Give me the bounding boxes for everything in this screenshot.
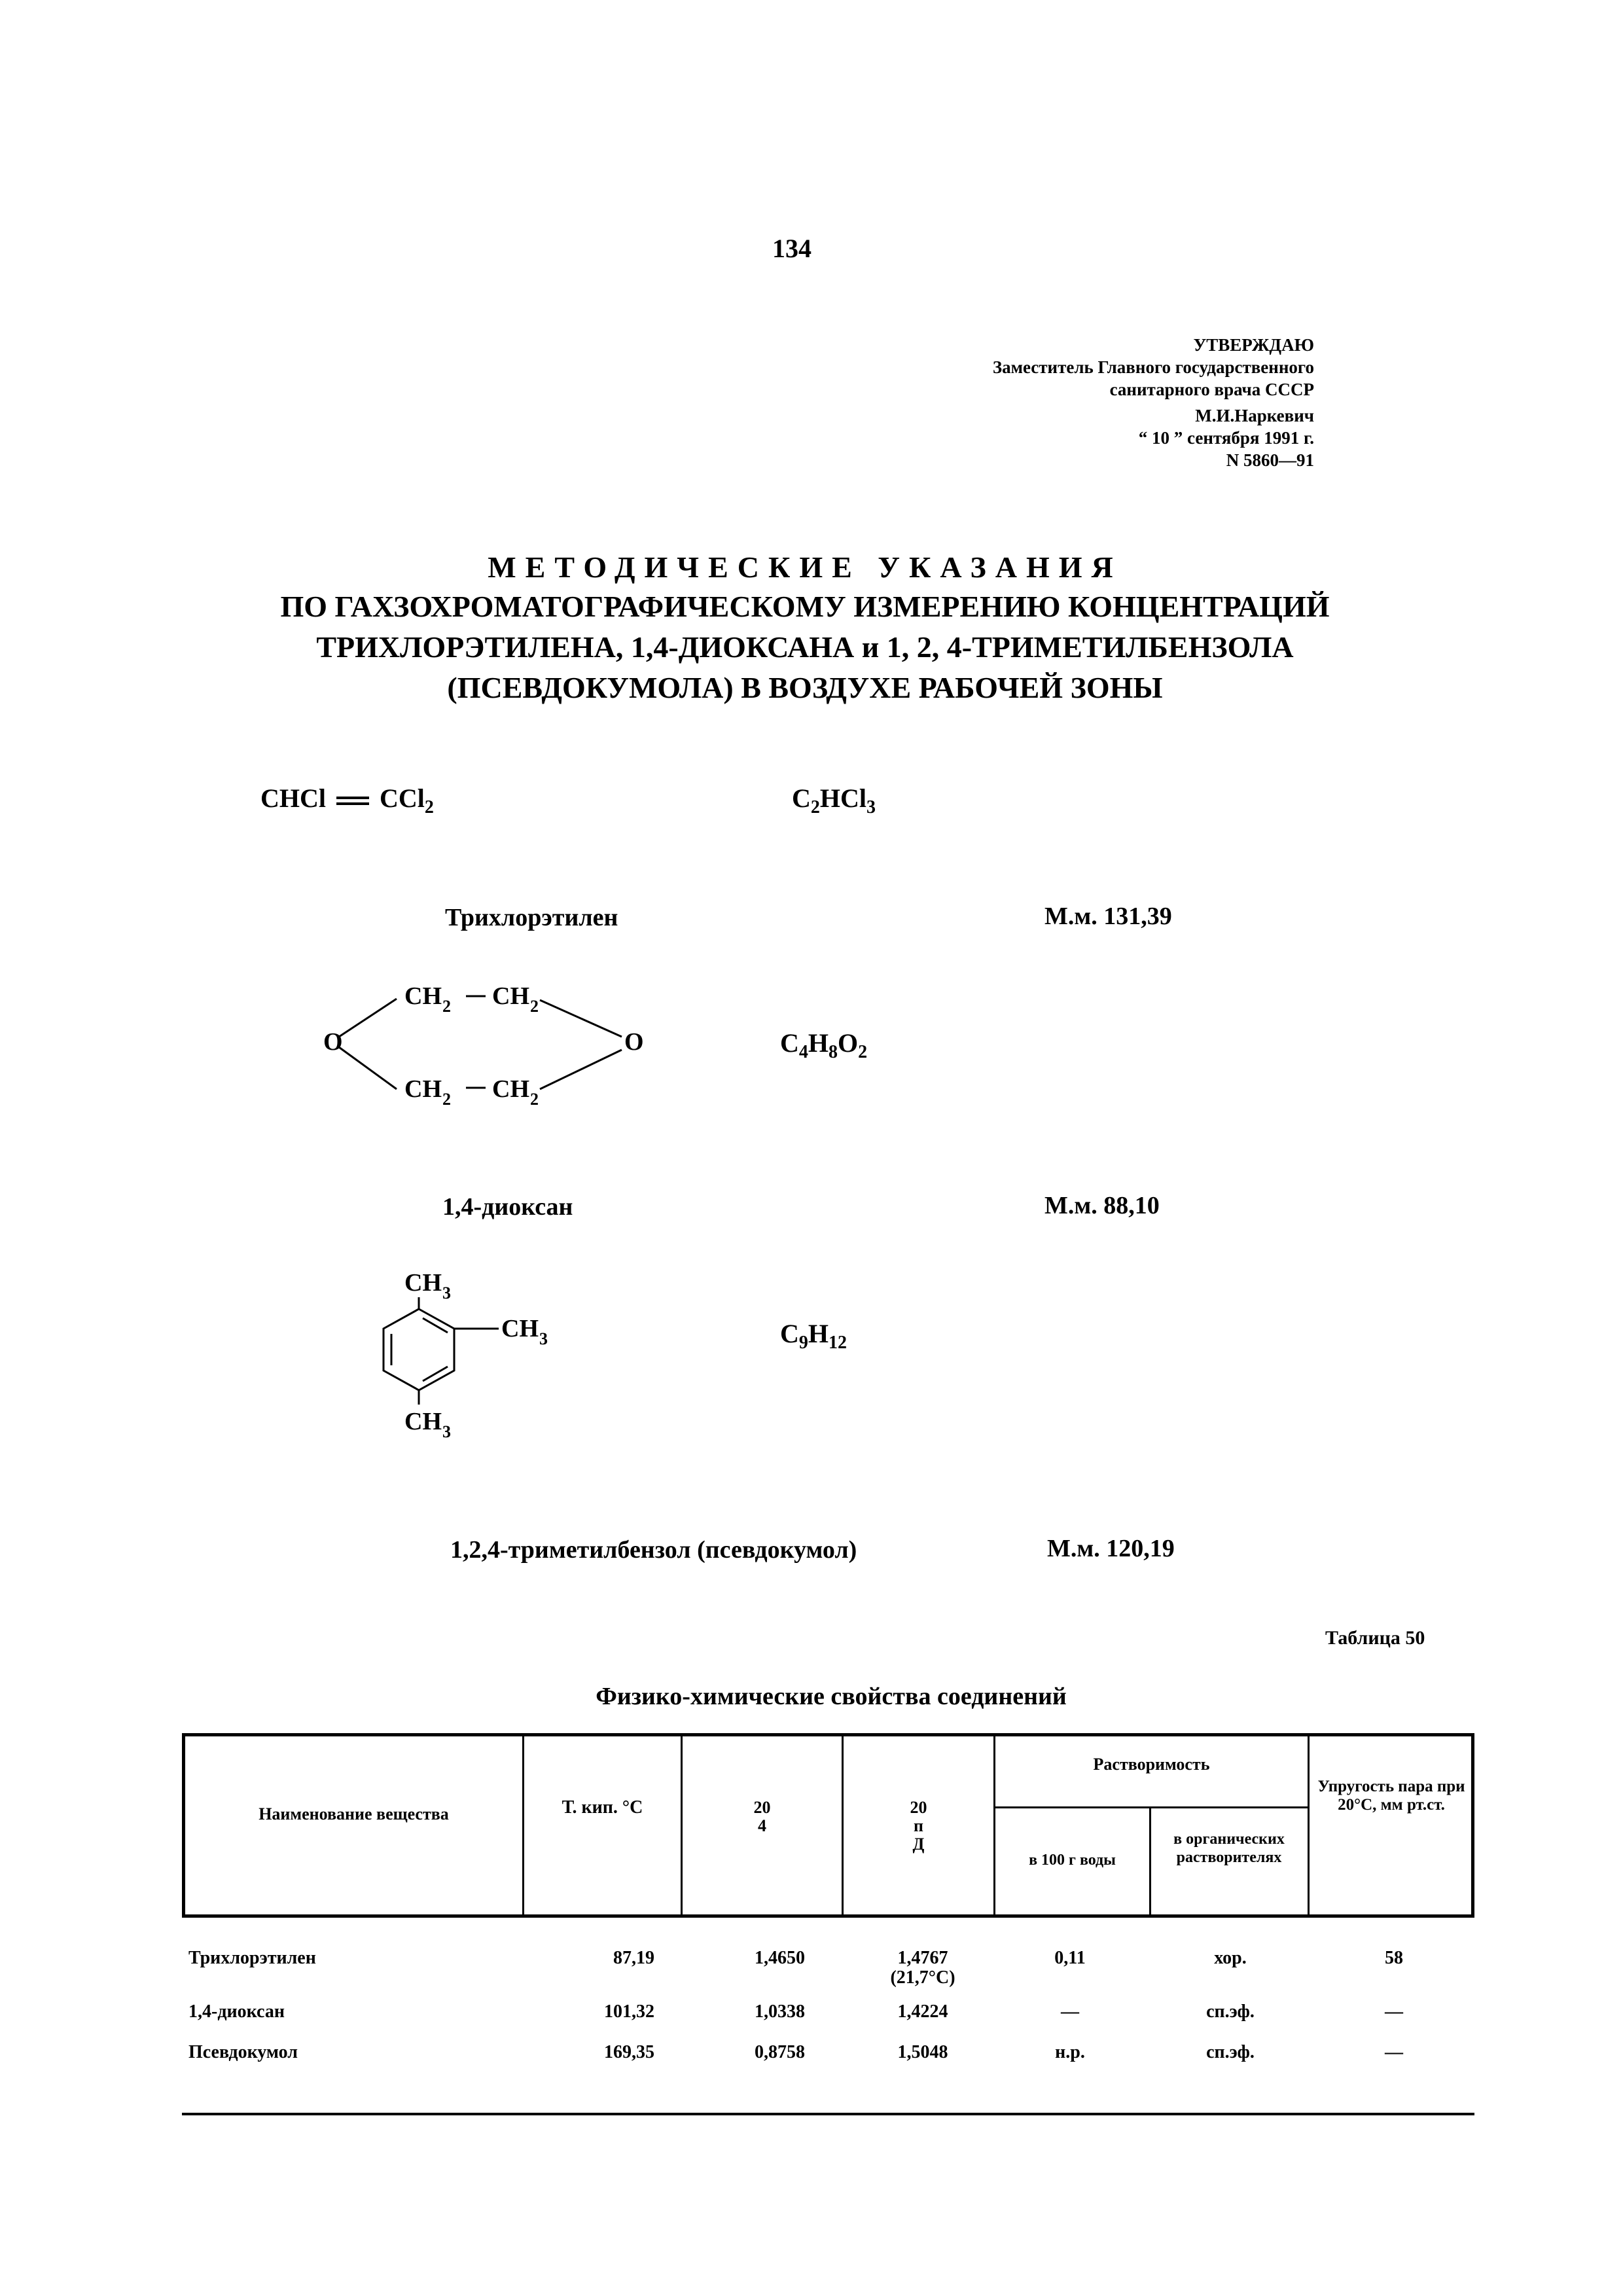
row-2-name: 1,4-диоксан [188,2001,285,2022]
methyl-side: CH [501,1315,539,1342]
formula-element: HCl [819,783,867,813]
row-1-vapor: 58 [1385,1948,1403,1968]
approval-heading: УТВЕРЖДАЮ [1193,335,1314,355]
header-boiling-point: Т. кип. °С [562,1797,643,1818]
formula-subscript: 8 [829,1042,838,1062]
approval-date: “ 10 ” сентября 1991 г. [1138,428,1314,448]
row-1-bp: 87,19 [613,1948,654,1968]
approval-position: Заместитель Главного государственного [992,357,1314,377]
pseudocumene-name: 1,2,4-триметилбензол (псевдокумол) [450,1536,857,1564]
ch2-bottom-left-sub: 2 [442,1090,451,1109]
formula-element: O [838,1028,859,1058]
row-3-refractive: 1,5048 [897,2042,948,2062]
row-2-bp: 101,32 [604,2001,654,2022]
header-refractive-index [844,1799,993,1854]
header-name: Наименование вещества [259,1804,449,1823]
col-divider-5 [1149,1806,1151,1918]
header-solubility-water: в 100 г воды [1029,1852,1116,1869]
benzene-ring [383,1309,454,1390]
table-number: Таблица 50 [1325,1627,1425,1649]
row-1-organic: хор. [1214,1948,1247,1968]
double-bond [336,797,369,805]
formula-subscript: 3 [866,797,876,817]
header-refractive-mid: п [914,1816,923,1835]
title-line-4: (ПСЕВДОКУМОЛА) В ВОЗДУХЕ РАБОЧЕЙ ЗОНЫ [447,671,1163,704]
methyl-top: CH [404,1269,442,1297]
formula-element: C [780,1028,799,1058]
ring-double-bond-top [423,1318,448,1333]
formula-element: C [792,783,811,813]
ch2-bottom-right: CH [492,1075,529,1103]
header-density-top: 20 [753,1798,771,1817]
col-divider-6 [1308,1733,1310,1918]
row-2-density: 1,0338 [755,2001,805,2022]
row-1-name: Трихлорэтилен [188,1948,316,1968]
oxygen-right: O [624,1028,644,1056]
formula-subscript: 9 [798,1333,808,1353]
trichloroethylene-formula [792,783,876,818]
ch2-bottom-left: CH [404,1075,442,1103]
formula-subscript: 2 [810,797,820,817]
row-2-vapor: — [1385,2001,1403,2022]
header-refractive-top: 20 [910,1798,927,1817]
structure-left-group: CHCl [260,783,326,813]
ch2-top-right: CH [492,982,529,1010]
dioxane-molar-mass: М.м. 88,10 [1044,1192,1160,1219]
row-3-bp: 169,35 [604,2042,654,2062]
approval-signer: М.И.Наркевич [1195,406,1314,425]
ch2-bottom-right-sub: 2 [530,1090,539,1109]
row-3-water: н.р. [1055,2042,1085,2062]
row-3-organic: сп.эф. [1206,2042,1255,2062]
header-density [683,1799,842,1835]
structure-right-subscript: 2 [424,797,434,817]
row-3-vapor: — [1385,2042,1403,2062]
header-solubility-organic: в органических растворителях [1173,1831,1285,1866]
table-bottom-rule [182,2113,1474,2115]
table-title: Физико-химические свойства соединений [596,1683,1067,1710]
formula-subscript: 4 [798,1042,808,1062]
methyl-side-sub: 3 [539,1329,548,1348]
row-1-water: 0,11 [1054,1948,1086,1968]
approval-number: N 5860—91 [1226,450,1314,470]
solubility-divider [993,1806,1308,1808]
bond-ch2-o-top [540,1000,622,1037]
approval-position-cont: санитарного врача СССР [1109,380,1314,399]
bond-o-ch2-bottom [339,1047,397,1089]
row-2-organic: сп.эф. [1206,2001,1255,2022]
title-line-2: ПО ГАХЗОХРОМАТОГРАФИЧЕСКОМУ ИЗМЕРЕНИЮ КОНЦЕНТРАЦИЙ [280,590,1330,623]
pseudocumene-structure [353,1257,628,1453]
trichloroethylene-name: Трихлорэтилен [445,904,618,931]
ch2-top-left: CH [404,982,442,1010]
trichloroethylene-structure [260,783,434,818]
methyl-bottom: CH [404,1408,442,1435]
bond-o-ch2-top [339,999,397,1037]
dioxane-formula [780,1028,867,1063]
formula-element: H [808,1319,829,1348]
oxygen-left: O [323,1028,343,1056]
methyl-top-sub: 3 [442,1283,451,1302]
row-1-density: 1,4650 [755,1948,805,1968]
formula-subscript: 12 [829,1333,847,1353]
structure-right-group: CCl [380,783,425,813]
row-3-name: Псевдокумол [188,2042,298,2062]
title-line-1: МЕТОДИЧЕСКИЕ УКАЗАНИЯ [488,550,1122,584]
formula-element: C [780,1319,799,1348]
page-number: 134 [772,234,812,263]
formula-subscript: 2 [858,1042,868,1062]
row-1-refractive-note: (21,7°С) [890,1967,955,1988]
pseudocumene-formula [780,1318,847,1354]
approval-block [725,334,1314,471]
ch2-top-left-sub: 2 [442,997,451,1016]
row-2-refractive: 1,4224 [897,2001,948,2022]
title-line-3: ТРИХЛОРЭТИЛЕНА, 1,4-ДИОКСАНА и 1, 2, 4-ТРИМЕТИЛБЕНЗОЛА [316,630,1294,664]
row-3-density: 0,8758 [755,2042,805,2062]
ring-double-bond-bottom [423,1367,448,1381]
header-vapor-pressure: Упругость пара при 20°С, мм рт.ст. [1317,1778,1465,1814]
row-2-water: — [1061,2001,1079,2022]
row-1-refractive: 1,4767 [897,1948,948,1968]
methyl-bottom-sub: 3 [442,1422,451,1441]
dioxane-name: 1,4-диоксан [442,1193,573,1221]
header-refractive-bottom: Д [912,1835,925,1854]
pseudocumene-molar-mass: М.м. 120,19 [1047,1535,1175,1562]
trichloroethylene-molar-mass: М.м. 131,39 [1044,903,1172,930]
ch2-top-right-sub: 2 [530,997,539,1016]
col-divider-1 [522,1733,524,1918]
header-solubility: Растворимость [1093,1755,1210,1774]
bond-ch2-o-bottom [540,1050,622,1089]
header-density-bottom: 4 [758,1816,766,1835]
dioxane-structure [314,969,681,1139]
formula-element: H [808,1028,829,1058]
